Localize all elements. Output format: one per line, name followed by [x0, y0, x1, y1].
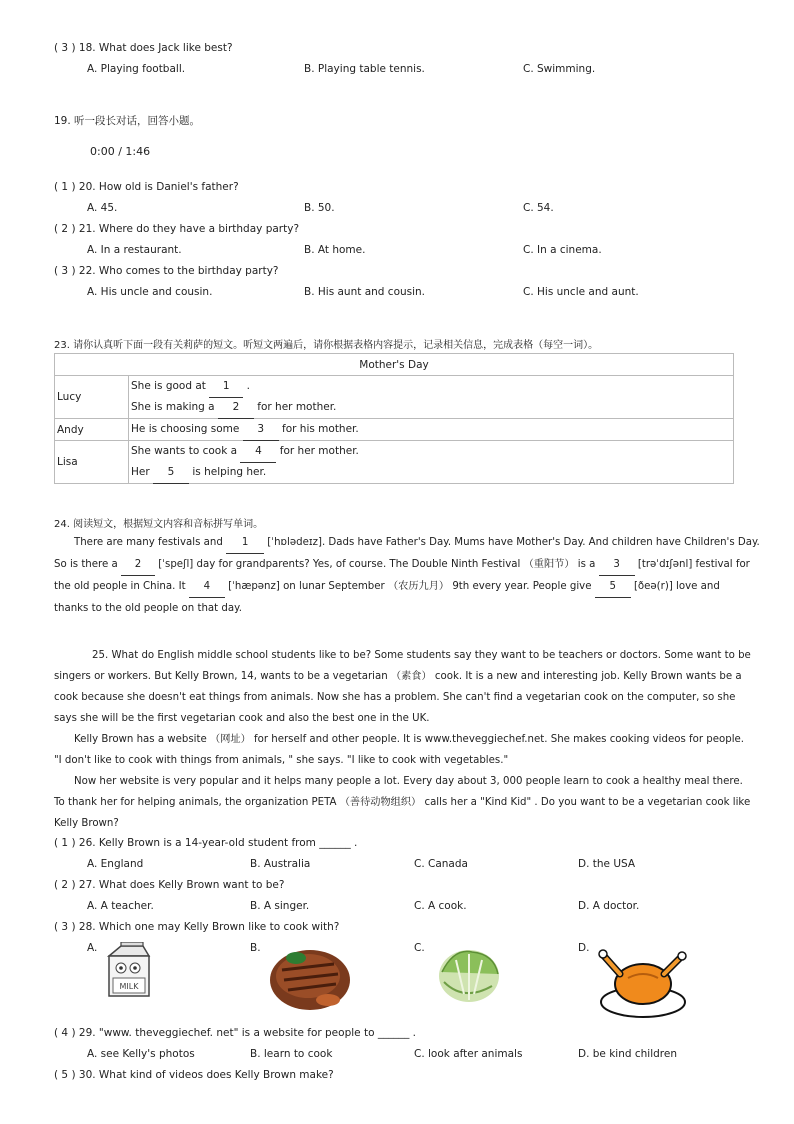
milk-label: MILK — [119, 982, 139, 991]
q21-option-c[interactable]: C. In a cinema. — [523, 244, 602, 256]
q18-option-c[interactable]: C. Swimming. — [523, 63, 596, 75]
q20-option-a[interactable]: A. 45. — [87, 202, 118, 214]
q28-option-c[interactable]: C. — [414, 942, 425, 954]
q18-option-b[interactable]: B. Playing table tennis. — [304, 63, 425, 75]
table-line: He is choosing some 3 for his mother. — [131, 419, 731, 440]
table-title: Mother's Day — [55, 354, 734, 376]
q22-option-c[interactable]: C. His uncle and aunt. — [523, 286, 639, 298]
q26-option-c[interactable]: C. Canada — [414, 858, 468, 870]
table-line: She wants to cook a 4 for her mother. — [131, 441, 731, 462]
row-content-andy — [129, 419, 734, 441]
table-line: She is good at 1 . — [131, 376, 731, 397]
q29-option-a[interactable]: A. see Kelly's photos — [87, 1048, 195, 1060]
q20-option-c[interactable]: C. 54. — [523, 202, 554, 214]
roast-chicken-icon[interactable] — [598, 944, 688, 1020]
blank-4[interactable]: 4 — [240, 441, 276, 463]
cabbage-icon[interactable] — [434, 942, 504, 1006]
q29-stem: ( 4 ) 29. "www. theveggiechef. net" is a website for people to ______ . — [54, 1027, 417, 1039]
q27-option-b[interactable]: B. A singer. — [250, 900, 310, 912]
q20-stem: ( 1 ) 20. How old is Daniel's father? — [54, 181, 239, 193]
q23-title: 23. 请你认真听下面一段有关莉萨的短文。听短文两遍后，请你根据表格内容提示，记录相关信息，完成表格（每空一词）。 — [54, 340, 599, 351]
q21-option-b[interactable]: B. At home. — [304, 244, 366, 256]
q29-option-d[interactable]: D. be kind children — [578, 1048, 678, 1060]
q26-stem: ( 1 ) 26. Kelly Brown is a 14-year-old student from ______ . — [54, 837, 358, 849]
q27-stem: ( 2 ) 27. What does Kelly Brown want to be? — [54, 879, 285, 891]
q29-option-c[interactable]: C. look after animals — [414, 1048, 523, 1060]
milk-carton-icon[interactable] — [103, 942, 155, 1000]
q24-title: 24. 阅读短文，根据短文内容和音标拼写单词。 — [54, 519, 264, 530]
table-line: She is making a 2 for her mother. — [131, 397, 731, 418]
q21-option-a[interactable]: A. In a restaurant. — [87, 244, 182, 256]
q24-blank-2[interactable]: 2 — [121, 554, 155, 576]
blank-3[interactable]: 3 — [243, 419, 279, 441]
q18-option-a[interactable]: A. Playing football. — [87, 63, 186, 75]
blank-2[interactable]: 2 — [218, 397, 254, 419]
row-content-lisa — [129, 441, 734, 484]
q25-passage: 25. What do English middle school students like to be? Some students say they want to be teachers or doctors. Some want to be singers or workers. But Kelly Brown, 14, wants to be a vegetarian （素食） cook. It is a new and interesting job. Kelly Brown wants be a cook because she doesn't eat things from animals. Now she has a problem. She can't find a vegetarian cook on the computer, so she says she will be the first vegetarian cook and also the best one in the UK. Kelly Brown has a website （网址） for herself and other people. It is www.theveggiechef.net. She makes cooking videos for people. "I don't like to cook with things from animals, " she says. "I like to cook with vegetables." Now her website is very popular and it helps many people a lot. Every day about 3, 000 people learn to cook a healthy meal there. To thank her for helping animals, the organization PETA （善待动物组织） calls her a "Kind Kid" . Do you want to be a vegetarian cook like Kelly Brown? — [54, 650, 751, 829]
steak-icon[interactable] — [268, 940, 354, 1014]
blank-1[interactable]: 1 — [209, 376, 243, 398]
q24-blank-3[interactable]: 3 — [599, 554, 635, 576]
q22-stem: ( 3 ) 22. Who comes to the birthday party? — [54, 265, 279, 277]
row-name-lucy: Lucy — [55, 376, 129, 419]
q24-blank-4[interactable]: 4 — [189, 576, 225, 598]
q28-option-b[interactable]: B. — [250, 942, 261, 954]
q26-option-b[interactable]: B. Australia — [250, 858, 311, 870]
q24-blank-1[interactable]: 1 — [226, 532, 264, 554]
row-content-lucy — [129, 376, 734, 419]
q24-blank-5[interactable]: 5 — [595, 576, 631, 598]
blank-5[interactable]: 5 — [153, 462, 189, 484]
q18-stem: ( 3 ) 18. What does Jack like best? — [54, 42, 233, 54]
q20-option-b[interactable]: B. 50. — [304, 202, 335, 214]
table-line: Her 5 is helping her. — [131, 462, 731, 483]
q28-option-d[interactable]: D. — [578, 942, 590, 954]
row-name-lisa: Lisa — [55, 441, 129, 484]
row-name-andy: Andy — [55, 419, 129, 441]
q22-option-a[interactable]: A. His uncle and cousin. — [87, 286, 213, 298]
q24-passage: There are many festivals and 1 [ˈhɒlədeɪz]. Dads have Father's Day. Mums have Mother's Day. And children have Children's Day. So is there a 2 [ˈspeʃl] day for grandparents? Yes, of course. The Double Ninth Festival （重阳节） is a 3 [trəˈdɪʃənl] festival for the old people in China. It 4 [ˈhæpənz] on lunar September （农历九月） 9th every year. People give 5 [ðeə(r)] love and thanks to the old people on that day. — [54, 532, 744, 619]
q28-option-a[interactable]: A. — [87, 942, 98, 954]
q19-title: 19. 听一段长对话，回答小题。 — [54, 115, 201, 127]
q22-option-b[interactable]: B. His aunt and cousin. — [304, 286, 426, 298]
mothers-day-table — [54, 353, 734, 484]
q27-option-d[interactable]: D. A doctor. — [578, 900, 640, 912]
q26-option-d[interactable]: D. the USA — [578, 858, 636, 870]
audio-time-display[interactable]: 0:00 / 1:46 — [90, 145, 151, 158]
q26-option-a[interactable]: A. England — [87, 858, 144, 870]
q30-stem: ( 5 ) 30. What kind of videos does Kelly Brown make? — [54, 1069, 334, 1081]
q28-stem: ( 3 ) 28. Which one may Kelly Brown like to cook with? — [54, 921, 340, 933]
q21-stem: ( 2 ) 21. Where do they have a birthday party? — [54, 223, 300, 235]
q27-option-a[interactable]: A. A teacher. — [87, 900, 154, 912]
q29-option-b[interactable]: B. learn to cook — [250, 1048, 333, 1060]
q27-option-c[interactable]: C. A cook. — [414, 900, 467, 912]
